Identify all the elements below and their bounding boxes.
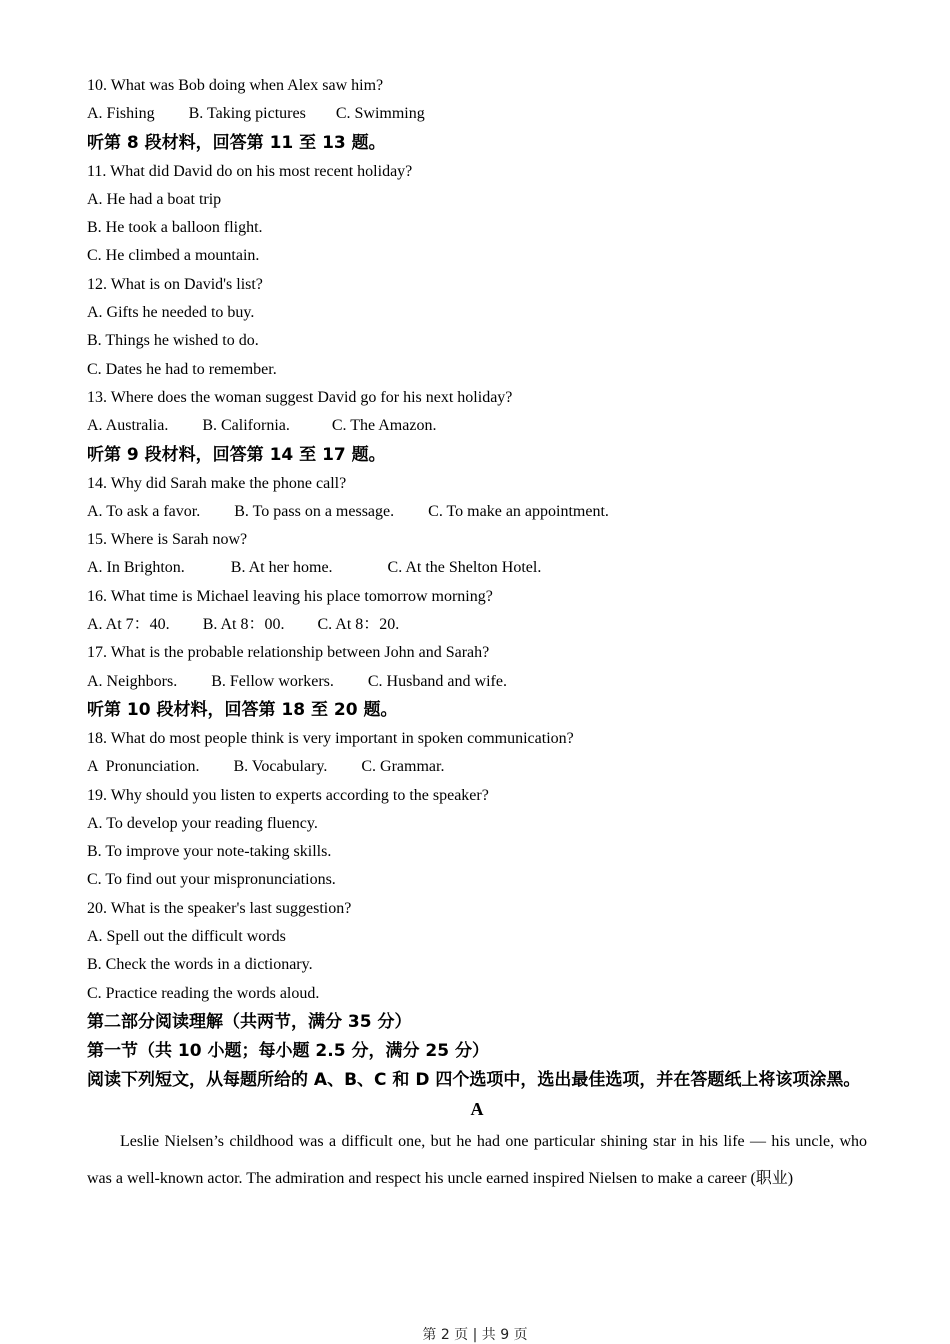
- question-20: 20. What is the speaker's last suggestion?: [87, 899, 352, 917]
- section-8-heading: 听第 8 段材料，回答第 11 至 13 题。: [87, 132, 386, 153]
- option-a: A. Gifts he needed to buy.: [87, 304, 255, 322]
- question-14: 14. Why did Sarah make the phone call?: [87, 474, 347, 492]
- option-a: A. Spell out the difficult words: [87, 928, 286, 946]
- option-c: C. He climbed a mountain.: [87, 247, 260, 265]
- question-12: 12. What is on David's list?: [87, 275, 263, 293]
- option-a: A. At 7：40.: [87, 616, 170, 634]
- section-10-heading: 听第 10 段材料，回答第 18 至 20 题。: [87, 699, 398, 720]
- option-b: B. Things he wished to do.: [87, 332, 259, 350]
- option-c: C. Swimming: [335, 105, 425, 123]
- option-a: A. Neighbors.: [87, 672, 178, 690]
- question-17-options: [87, 668, 867, 696]
- question-17: 17. What is the probable relationship between John and Sarah?: [87, 644, 490, 662]
- option-b: B. Taking pictures: [188, 105, 306, 123]
- option-b: B. To pass on a message.: [234, 502, 395, 520]
- option-a: A. In Brighton.: [87, 559, 185, 577]
- question-18: 18. What do most people think is very important in spoken communication?: [87, 729, 574, 747]
- question-16: 16. What time is Michael leaving his place tomorrow morning?: [87, 587, 493, 605]
- page-footer: 第 2 页 | 共 9 页: [422, 1327, 528, 1343]
- question-14-options: [87, 498, 867, 526]
- option-a: A. He had a boat trip: [87, 190, 222, 208]
- option-b: B. He took a balloon flight.: [87, 219, 263, 237]
- section-9-heading: 听第 9 段材料，回答第 14 至 17 题。: [87, 444, 386, 465]
- option-c: C. Husband and wife.: [367, 672, 507, 690]
- option-c: C. At 8：20.: [317, 616, 400, 634]
- section-1-title: 第一节（共 10 小题；每小题 2.5 分，满分 25 分）: [87, 1040, 489, 1061]
- option-c: C. The Amazon.: [331, 417, 437, 435]
- question-15-options: [87, 554, 867, 582]
- option-a: A. Australia.: [87, 417, 169, 435]
- part-2-title: 第二部分阅读理解（共两节，满分 35 分）: [87, 1011, 412, 1032]
- option-a: A. To develop your reading fluency.: [87, 814, 318, 832]
- option-c: C. Grammar.: [361, 758, 445, 776]
- option-b: B. Check the words in a dictionary.: [87, 956, 313, 974]
- option-c: C. Practice reading the words aloud.: [87, 984, 320, 1002]
- option-c: C. At the Shelton Hotel.: [387, 559, 542, 577]
- option-a: A Pronunciation.: [87, 758, 200, 776]
- option-b: B. At 8：00.: [202, 616, 285, 634]
- option-c: C. To make an appointment.: [428, 502, 609, 520]
- question-19: 19. Why should you listen to experts according to the speaker?: [87, 786, 489, 804]
- question-10: 10. What was Bob doing when Alex saw him?: [87, 77, 384, 94]
- option-c: C. Dates he had to remember.: [87, 360, 277, 378]
- question-18-options: [87, 753, 867, 781]
- question-11: 11. What did David do on his most recent holiday?: [87, 162, 413, 180]
- option-c: C. To find out your mispronunciations.: [87, 871, 336, 889]
- option-b: B. At her home.: [230, 559, 333, 577]
- option-b: B. To improve your note-taking skills.: [87, 843, 332, 861]
- reading-instructions: 阅读下列短文，从每题所给的 A、B、C 和 D 四个选项中，选出最佳选项，并在答题纸上将该项涂黑。: [87, 1069, 861, 1090]
- option-b: B. Fellow workers.: [211, 672, 334, 690]
- passage-label: A: [470, 1098, 484, 1119]
- option-b: B. California.: [202, 417, 290, 435]
- question-13: 13. Where does the woman suggest David go for his next holiday?: [87, 388, 513, 406]
- passage-paragraph: Leslie Nielsen’s childhood was a difficult one, but he had one particular shining star in his life — his uncle, who was a well-known actor. The admiration and respect his uncle earned inspired Nielsen to make a career (职业): [87, 1132, 867, 1187]
- exam-page: [87, 72, 867, 1213]
- option-b: B. Vocabulary.: [233, 758, 328, 776]
- question-13-options: [87, 412, 867, 440]
- question-16-options: [87, 611, 867, 639]
- option-a: A. Fishing: [87, 105, 155, 123]
- question-10-options: [87, 100, 867, 128]
- question-15: 15. Where is Sarah now?: [87, 531, 248, 549]
- option-a: A. To ask a favor.: [87, 502, 201, 520]
